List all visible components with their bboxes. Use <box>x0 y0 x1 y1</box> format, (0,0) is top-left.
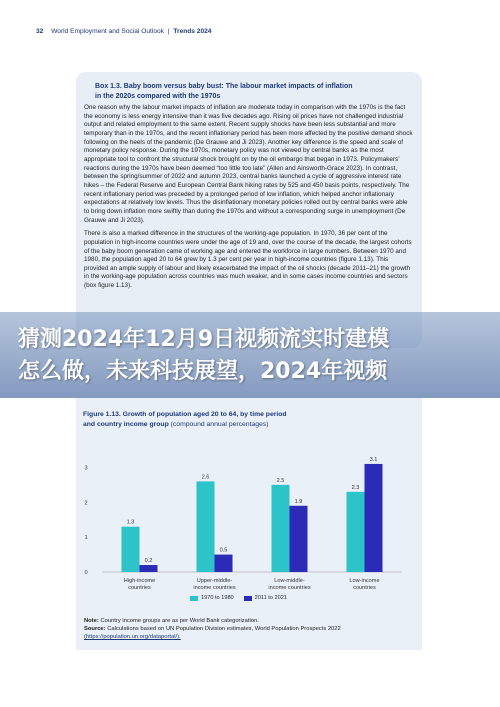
legend-label-2011-2021: 2011 to 2021 <box>254 595 287 601</box>
chart-legend <box>190 595 287 601</box>
overlay-banner <box>0 312 500 398</box>
y-tick-label-2: 2 <box>84 500 88 507</box>
y-tick-label-1: 1 <box>84 535 88 542</box>
figure-notes <box>84 617 414 641</box>
figure-title-text: Growth of population aged 20 to 64, by time period <box>122 411 287 418</box>
legend-item-1970-1980 <box>190 595 234 601</box>
bar-0-1 <box>140 565 158 572</box>
bar-1-0 <box>197 481 215 572</box>
bar-3-1 <box>365 464 383 572</box>
box-paragraph-2: There is also a marked difference in the structures of the working-age population. In 1970, 36 per cent of the population in high-income countries were under the age of 19 and, over the course of the decade, the largest cohorts of the baby boom generation came of working age and entered the workforce in large numbers. Between 1970 and 1980, the population aged 20 to 64 grew by 1.3 per cent per year in high-income countries (figure 1.13). This provided an ample supply of labour and likely exacerbated the impact of the oil shocks (decade 2011–21) the growth in the working-age population across countries was much weaker, and in some cases income countries and sectors (box figure 1.13). <box>84 230 412 290</box>
data-label-1-0: 2.6 <box>201 474 210 481</box>
page-header <box>36 28 476 35</box>
bar-3-0 <box>347 492 365 572</box>
box-body <box>84 104 414 296</box>
category-label-2-0: Low-middle- <box>274 578 305 584</box>
legend-swatch-1970-1980 <box>190 596 198 601</box>
page-number: 32 <box>36 28 44 35</box>
data-label-0-1: 0.2 <box>144 558 153 565</box>
source-text: Calculations based on UN Population Division estimates, World Population Prospects 2022 <box>107 626 341 632</box>
note-text: Country income groups are as per World Bank categorization. <box>100 618 259 624</box>
section-name: Trends 2024 <box>173 28 212 35</box>
source-link[interactable]: (https://population.un.org/dataportal/). <box>84 634 181 640</box>
banner-text <box>18 324 500 388</box>
data-label-2-0: 2.5 <box>276 477 285 484</box>
bar-chart <box>76 438 422 594</box>
category-label-3-1: countries <box>353 585 376 591</box>
category-label-3-0: Low-income <box>349 578 380 584</box>
box-paragraph-1: One reason why the labour market impacts of inflation are moderate today in comparison with the 1970s is the fact the economy is less energy intensive than it was five decades ago. Rising oil prices have not challenged industrial output and related employment to the same extent. Recent supply shocks have been less substantial and more temporary than in the 1970s, and the recent inflationary period has been more affected by the positive demand shock following on the heels of the pandemic (De Grauwe and Ji 2023). Another key difference is the speed and scale of monetary policy response. During the 1970s, monetary policy was not viewed by central banks as the most appropriate tool to confront the structural shock brought on by the oil embargo that began in 1973. Policymakers’ reactions during the 1970s have been deemed “too little too late” (Allen and Ainsworth-Grace 2023). In contrast, between the spring/summer of 2022 and autumn 2023, central banks launched a cycle of aggressive interest rate hikes – the Federal Reserve and European Central Bank hiking rates by 525 and 450 basis points, respectively. The recent inflationary period was preceded by a prolonged period of low inflation, which helped anchor inflationary expectations at relatively low levels. Thus the disinflationary monetary policies rolled out by central banks were able to bring down inflation more swiftly than during the 1970s and without a corresponding surge in unemployment (De Grauwe and Ji 2023). <box>84 104 413 224</box>
legend-swatch-2011-2021 <box>244 596 252 601</box>
legend-item-2011-2021 <box>244 595 287 601</box>
bar-0-0 <box>122 527 140 572</box>
y-tick-label-0: 0 <box>84 570 88 576</box>
category-label-0-1: countries <box>128 585 151 591</box>
y-tick-label-3: 3 <box>84 465 88 472</box>
bar-2-0 <box>272 485 290 572</box>
category-label-1-0: Upper-middle- <box>196 578 233 584</box>
figure-title-suffix: (compound annual percentages) <box>170 420 269 428</box>
banner-line-1: 猜测2024年12月9日视频流实时建模 <box>18 327 390 352</box>
box-title-line1: Box 1.3. Baby boom versus baby bust: The labour market impacts of inflation <box>95 83 353 90</box>
box-title <box>95 82 405 102</box>
category-label-2-1: income countries <box>268 585 311 591</box>
note-label: Note: <box>84 618 99 624</box>
header-separator: | <box>167 28 170 35</box>
figure-label: Figure 1.13. <box>83 411 121 418</box>
figure-title-line2: and country income group <box>83 420 169 428</box>
box-title-line2: in the 2020s compared with the 1970s <box>95 93 221 100</box>
data-label-2-1: 1.9 <box>294 498 303 505</box>
source-label: Source: <box>84 626 106 632</box>
bar-1-1 <box>215 555 233 572</box>
publication-name: World Employment and Social Outlook <box>51 28 164 35</box>
banner-line-2: 怎么做，未来科技展望，2024年视频 <box>18 359 388 384</box>
data-label-0-0: 1.3 <box>126 519 135 526</box>
category-label-1-1: income countries <box>193 585 236 591</box>
data-label-3-1: 3.1 <box>369 456 378 463</box>
category-label-0-0: High-income <box>123 578 156 584</box>
data-label-3-0: 2.3 <box>351 484 360 491</box>
data-label-1-1: 0.5 <box>219 547 228 554</box>
figure-title <box>83 410 413 429</box>
legend-label-1970-1980: 1970 to 1980 <box>201 595 234 601</box>
bar-2-1 <box>290 506 308 572</box>
